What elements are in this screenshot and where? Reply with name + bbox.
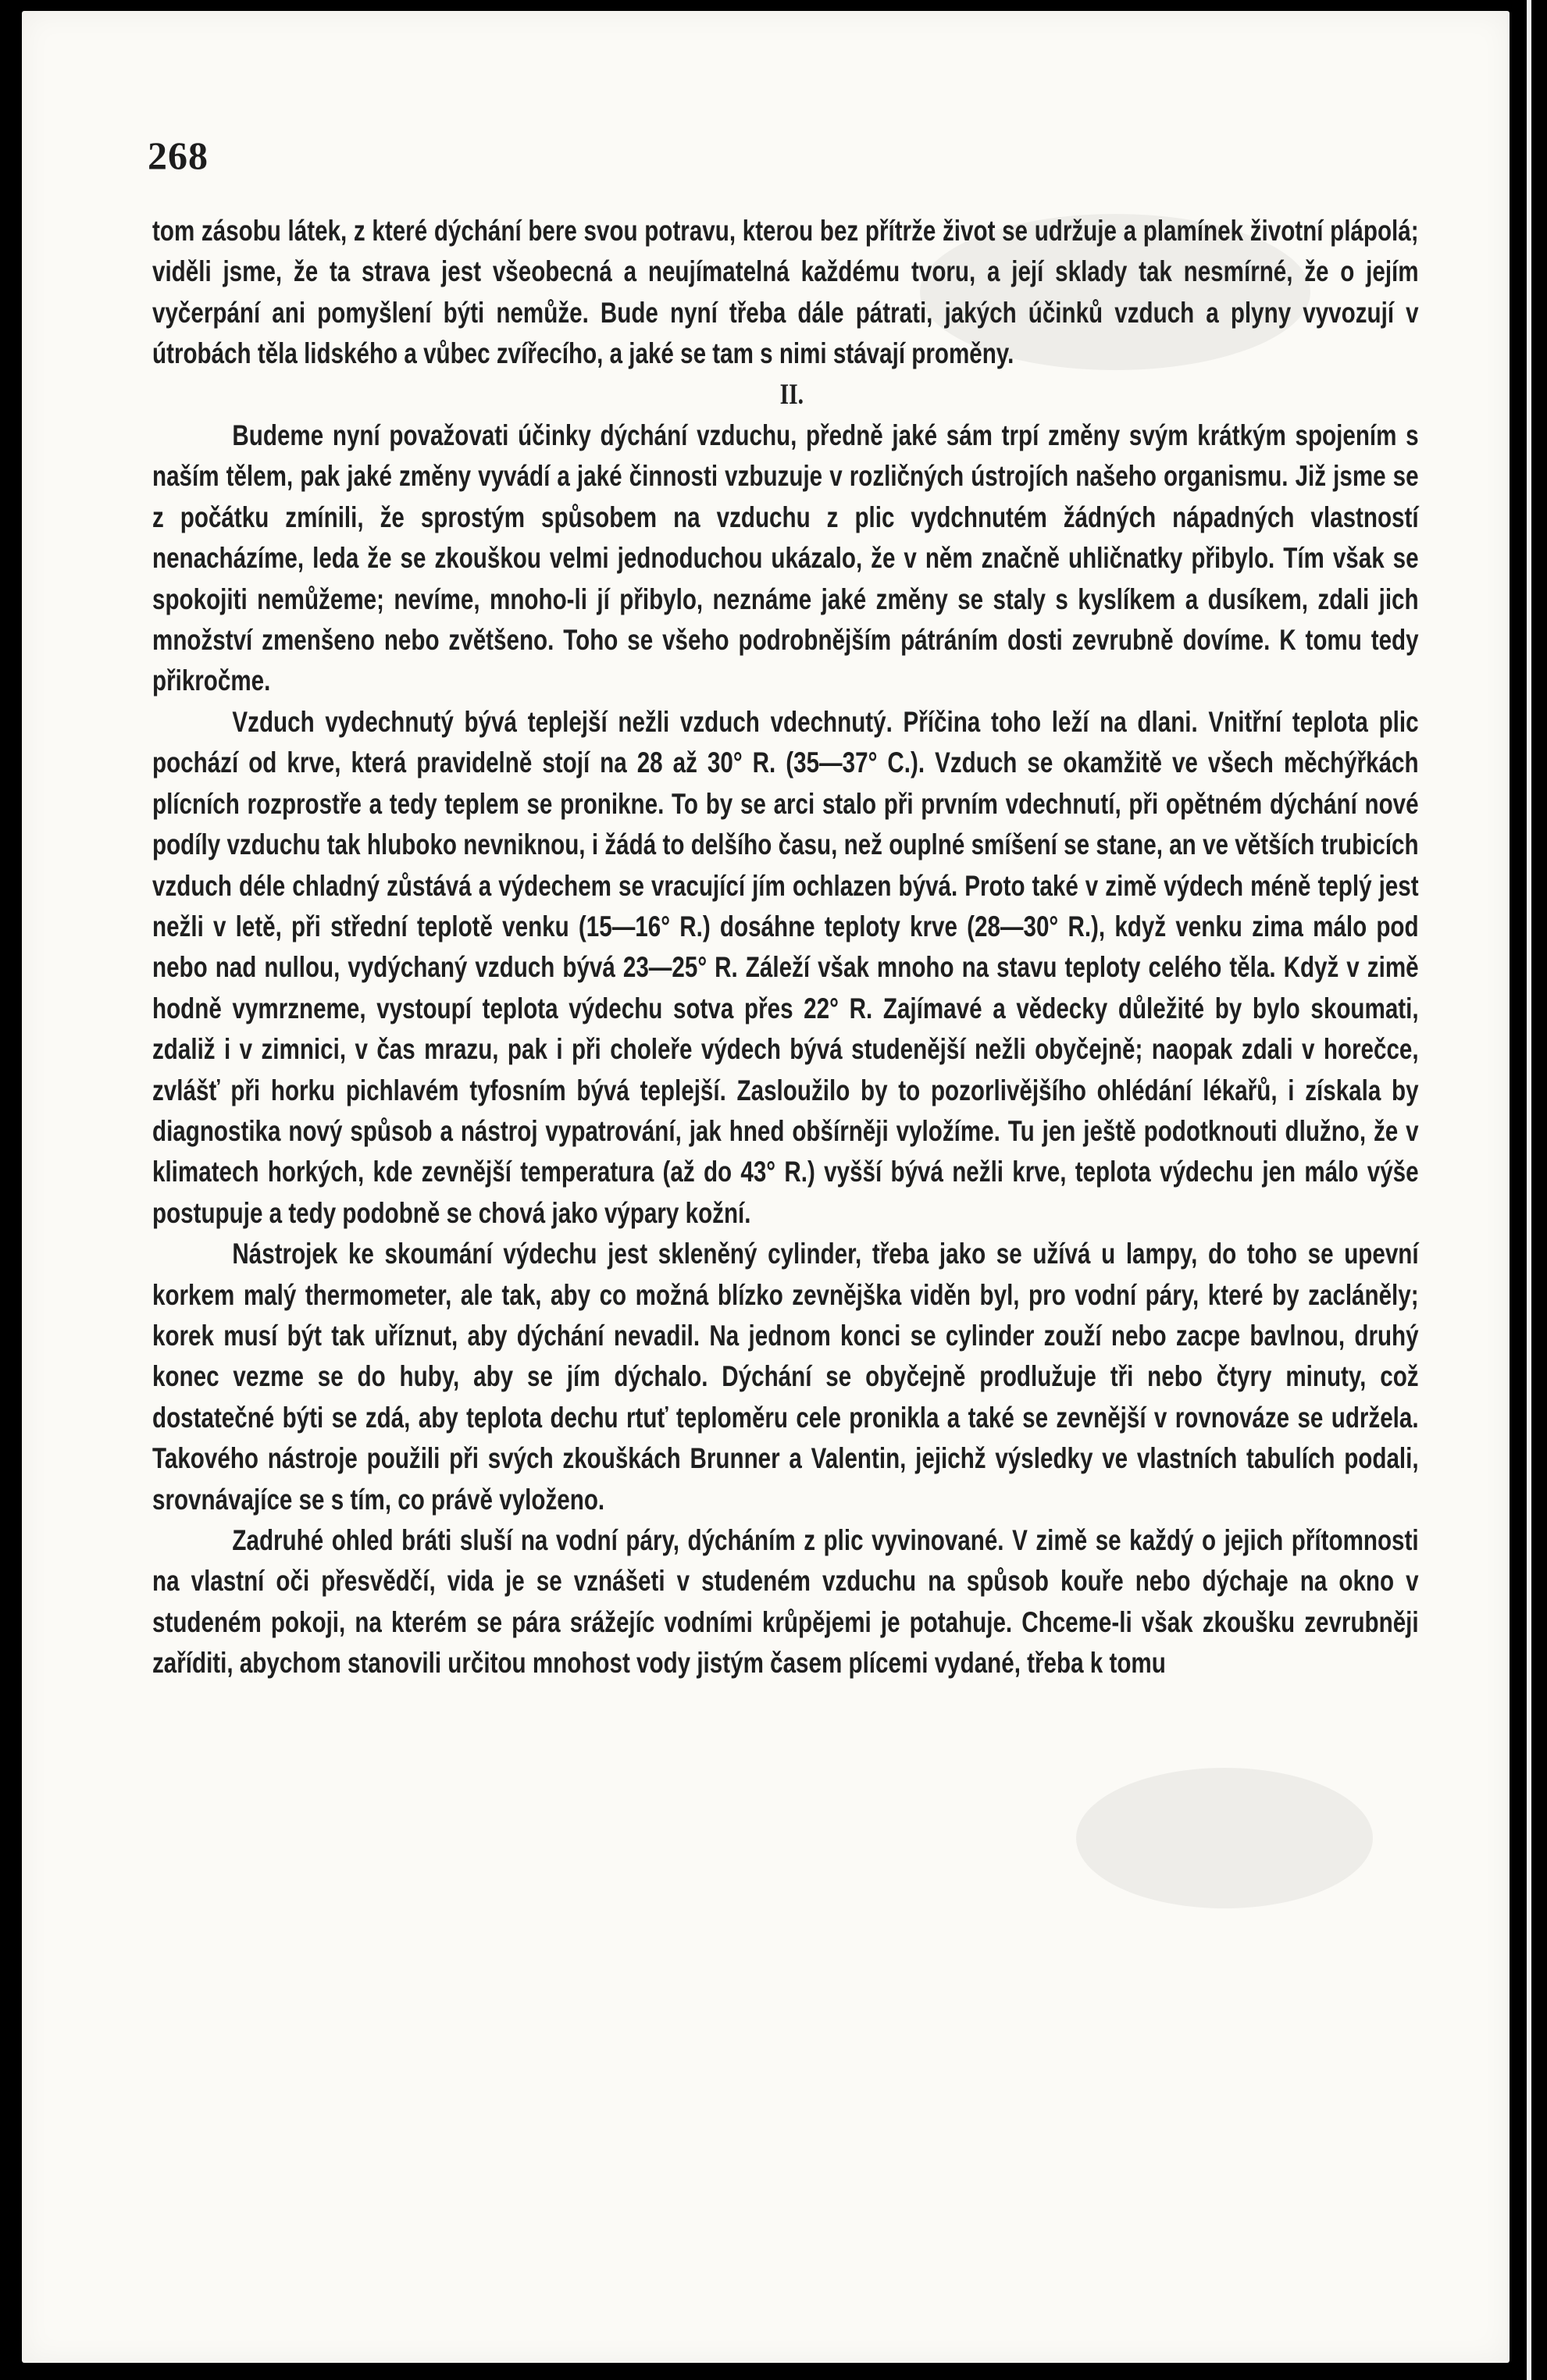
section-heading: II. <box>779 378 804 411</box>
scan-smudge <box>1076 1768 1373 1908</box>
paragraph: Nástrojek ke skoumání výdechu jest skleněný cylinder, třeba jako se užívá u lampy, do toho se upevní korkem malý thermometer, ale tak, aby co možná blízko zevnějška viděn byl, pro vodní páry, které by zacláněly; korek musí být tak uříznut, aby dýchání nevadil. Na jednom konci se cylinder zouží nebo zacpe bavlnou, druhý konec vezme se do huby, aby se jím dýchalo. Dýchání se obyčejně prodlužuje tři nebo čtyry minuty, což dostatečné býti se zdá, aby teplota dechu rtuť teploměru cele pronikla a také se zevnější v rovnováze se udržela. Takového nástroje použili při svých zkouškách Brunner a Valentin, jejichž výsledky ve vlastních tabulích podali, srovnávajíce se s tím, co právě vyloženo. <box>152 1238 1419 1516</box>
paragraph: Budeme nyní považovati účinky dýchání vzduchu, předně jaké sám trpí změny svým krátkým spojením s naším tělem, pak jaké změny vyvádí a jaké činnosti vzbuzuje v rozličných ústrojích našeho organismu. Již jsme se z počátku zmínili, že sprostým spůsobem na vzduchu z plic vydchnutém žádných nápadných vlastností nenacházíme, leda že se zkouškou velmi jednoduchou ukázalo, že v něm značně uhličnatky přibylo. Tím však se spokojiti nemůžeme; nevíme, mnoho-li jí přibylo, neznáme jaké změny se staly s kyslíkem a dusíkem, zdali jich množství zmenšeno nebo zvětšeno. Toho se všeho podrobnějším pátráním dosti zevrubně dovíme. K tomu tedy přikročme. <box>152 419 1419 697</box>
paragraph: Zadruhé ohled bráti sluší na vodní páry, dýcháním z plic vyvinované. V zimě se každý o jejich přítomnosti na vlastní oči přesvědčí, vida je se vznášeti v studeném vzduchu na spůsob kouře nebo dýchaje na okno v studeném pokoji, na kterém se pára srážejíc vodními krůpějemi je potahuje. Chceme-li však zkoušku zevrubněji zaříditi, abychom stanovili určitou mnohost vody jistým časem plícemi vydané, třeba k tomu <box>152 1524 1419 1680</box>
paragraph-continued: tom zásobu látek, z které dýchání bere svou potravu, kterou bez přítrže život se udržuje a plamínek životní plápolá; viděli jsme, že ta strava jest všeobecná a neujímatelná každému tvoru, a její sklady tak nesmírné, že o jejím vyčerpání ani pomyšlení býti nemůže. Bude nyní třeba dále pátrati, jakých účinků vzduch a plyny vyvozují v útrobách těla lidského a vůbec zvířecího, a jaké se tam s nimi stávají proměny. <box>152 215 1419 370</box>
paragraph: Vzduch vydechnutý bývá teplejší nežli vzduch vdechnutý. Příčina toho leží na dlani. Vnitřní teplota plic pochází od krve, která pravidelně stojí na 28 až 30° R. (35—37° C.). Vzduch se okamžitě ve všech měchýřkách plícních rozprostře a tedy teplem se pronikne. To by se arci stalo při prvním vdechnutí, při opětném dýchání nové podíly vzduchu tak hluboko nevniknou, i žádá to delšího času, než ouplné smíšení se stane, an ve větších trubicích vzduch déle chladný zůstává a výdechem se vracující jím ochlazen bývá. Proto také v zimě výdech méně teplý jest nežli v letě, při střední teplotě venku (15—16° R.) dosáhne teploty krve (28—30° R.), když venku zima málo pod nebo nad nullou, vydýchaný vzduch bývá 23—25° R. Záleží však mnoho na stavu teploty celého těla. Když v zimě hodně vymrzneme, vystoupí teplota výdechu sotva přes 22° R. Zajímavé a vědecky důležité by bylo skoumati, zdaliž i v zimnici, v čas mrazu, pak i při choleře výdech bývá studenější nežli obyčejně; naopak zdali v horečce, zvlášť při horku pichlavém tyfosním bývá teplejší. Zasloužilo by to pozorlivějšího ohlédání lékařů, i získala by diagnostika nový spůsob a nástroj vypatrování, jak hned obšírněji vyložíme. Tu jen ještě podotknouti dlužno, že v klimatech horkých, kde zevnější temperatura (až do 43° R.) vyšší bývá nežli krve, teplota výdechu jen málo výše postupuje a tedy podobně se chová jako výpary kožní. <box>152 705 1419 1229</box>
scan-right-edge <box>1527 0 1531 2380</box>
page-number: 268 <box>148 134 209 177</box>
page-body <box>152 211 1419 1684</box>
